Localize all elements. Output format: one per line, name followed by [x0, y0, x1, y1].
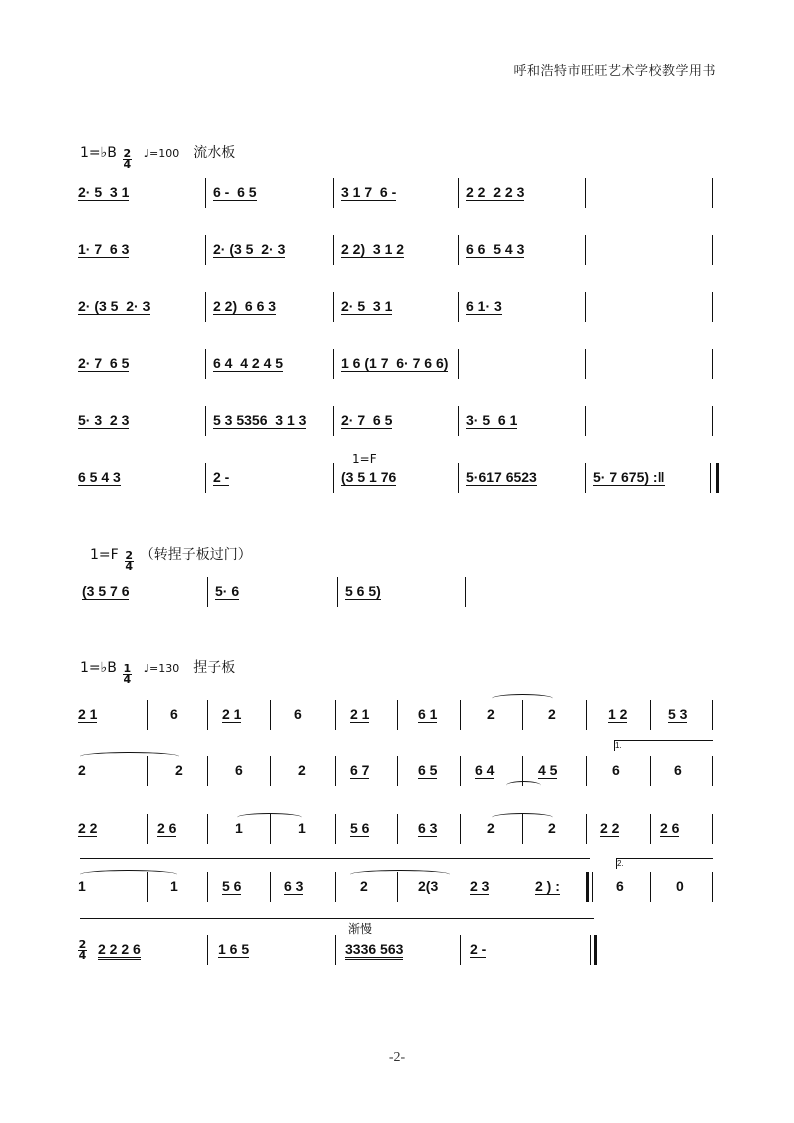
note-group: 1 [235, 820, 243, 836]
barline [205, 235, 206, 265]
section3-key-signature [80, 657, 235, 685]
barline [333, 178, 334, 208]
barline [712, 406, 713, 436]
note-group: 3336 563 [345, 941, 403, 960]
time-numerator: 2 [123, 147, 132, 160]
measure-notes: 5· 7 675) :‖ [593, 469, 665, 485]
barline [205, 463, 206, 493]
measure-notes: (3 5 7 6 [82, 583, 130, 599]
barline [205, 178, 206, 208]
measure-notes: 6 4 4 2 4 5 [213, 355, 284, 371]
barline [337, 577, 338, 607]
barline [712, 349, 713, 379]
note-group: 5 6 [350, 820, 370, 836]
barline [147, 814, 148, 844]
barline [397, 756, 398, 786]
note-group: 2 [360, 878, 368, 894]
note-group: 2 3 [470, 878, 490, 894]
measure-notes: 5· 3 2 3 [78, 412, 130, 428]
section3-name: 捏子板 [193, 660, 236, 676]
barline [460, 756, 461, 786]
note-group: 6 7 [350, 762, 370, 778]
barline [207, 872, 208, 902]
notation-row [0, 406, 794, 436]
note-group: 6 3 [418, 820, 438, 836]
note-group: 6 5 [418, 762, 438, 778]
modulation-label: 1=F [352, 452, 377, 466]
barline [458, 349, 459, 379]
tie-slur [237, 813, 302, 822]
barline [712, 814, 713, 844]
barline [270, 872, 271, 902]
note-group: 2 - [470, 941, 487, 957]
barline [586, 700, 587, 730]
note-group: 2 1 [78, 706, 98, 722]
note-group: 2 [487, 706, 495, 722]
note-group: 6 [616, 878, 624, 894]
barline [397, 700, 398, 730]
time-numerator: 1 [123, 662, 132, 675]
time-numerator: 2 [125, 549, 134, 562]
note-group: 6 [612, 762, 620, 778]
barline [586, 756, 587, 786]
barline [458, 406, 459, 436]
tie-slur [80, 870, 177, 879]
note-group: 6 4 [475, 762, 495, 778]
barline [458, 292, 459, 322]
page-header: 呼和浩特市旺旺艺术学校教学用书 [513, 64, 716, 79]
note-group: 2 [548, 706, 556, 722]
barline [460, 935, 461, 965]
note-group: 0 [676, 878, 684, 894]
notation-row [0, 178, 794, 208]
section3-time-signature [123, 664, 132, 685]
barline [205, 406, 206, 436]
barline [712, 756, 713, 786]
measure-notes: 2 2 2 2 3 [466, 184, 525, 200]
barline [712, 700, 713, 730]
notation-row [0, 814, 794, 844]
time-numerator: 2 [78, 938, 87, 951]
barline [333, 235, 334, 265]
measure-notes: 2· 5 3 1 [78, 184, 130, 200]
barline [465, 577, 466, 607]
barline [585, 292, 586, 322]
section1-key-signature [80, 142, 235, 170]
note-group: 2 6 [660, 820, 680, 836]
volta-first-ending: 1. [614, 740, 713, 751]
barline [333, 292, 334, 322]
note-group: 2 6 [157, 820, 177, 836]
note-group: 1 6 5 [218, 941, 250, 957]
measure-notes: (3 5 1 76 [341, 469, 397, 485]
note-group: 2 [548, 820, 556, 836]
section2-name: （转捏子板过门） [139, 547, 252, 563]
barline [207, 814, 208, 844]
barline [585, 178, 586, 208]
barline [650, 814, 651, 844]
notation-row [0, 349, 794, 379]
section3-key: 1=♭B [80, 660, 117, 676]
note-group: 1 2 [608, 706, 628, 722]
notation-row [0, 463, 794, 493]
barline [270, 700, 271, 730]
barline [207, 577, 208, 607]
section1-tempo: ♩=100 [143, 147, 180, 160]
barline [650, 700, 651, 730]
barline [333, 406, 334, 436]
barline [207, 700, 208, 730]
time-change [72, 940, 93, 961]
time-denominator: 4 [125, 560, 134, 573]
barline [586, 872, 587, 902]
barline [522, 700, 523, 730]
notation-row [0, 235, 794, 265]
barline [147, 700, 148, 730]
barline [716, 463, 719, 493]
note-group: 4 5 [538, 762, 558, 778]
barline [650, 872, 651, 902]
volta-second-ending: 2. [616, 858, 713, 869]
note-group: 1 [78, 878, 86, 894]
time-denominator: 4 [123, 158, 132, 171]
barline [712, 872, 713, 902]
barline [458, 178, 459, 208]
section2-time-signature [125, 551, 134, 572]
barline [335, 814, 336, 844]
barline [586, 814, 587, 844]
tie-slur [492, 694, 553, 703]
barline [458, 235, 459, 265]
note-group: 6 [674, 762, 682, 778]
section1-name: 流水板 [193, 145, 236, 161]
section3-tempo: ♩=130 [143, 662, 180, 675]
barline [585, 235, 586, 265]
measure-notes: 2 - [213, 469, 230, 485]
barline [335, 756, 336, 786]
notation-row [0, 935, 794, 965]
barline [594, 935, 597, 965]
barline [592, 872, 593, 902]
section2-key-signature [90, 544, 252, 572]
barline [650, 756, 651, 786]
note-group: 2 [487, 820, 495, 836]
barline [205, 349, 206, 379]
note-group: 2 2 [78, 820, 98, 836]
note-group: 2 2 2 6 [98, 941, 141, 960]
barline [590, 935, 591, 965]
barline [585, 463, 586, 493]
barline [712, 292, 713, 322]
measure-notes: 2 2) 6 6 3 [213, 298, 277, 314]
note-group: 2 [298, 762, 306, 778]
barline [712, 178, 713, 208]
note-group: 2 [175, 762, 183, 778]
note-group: 1 [170, 878, 178, 894]
barline [333, 349, 334, 379]
notation-row [0, 577, 794, 607]
note-group: 5 3 [668, 706, 688, 722]
barline [270, 756, 271, 786]
notation-row [0, 292, 794, 322]
barline [710, 463, 711, 493]
barline [335, 872, 336, 902]
measure-notes: 5· 6 [215, 583, 240, 599]
notation-row [0, 700, 794, 730]
measure-notes: 2 2) 3 1 2 [341, 241, 405, 257]
measure-notes: 1 6 (1 7 6· 7 6 6) [341, 355, 449, 371]
phrase-line [80, 858, 590, 859]
note-group: 2 2 [600, 820, 620, 836]
note-group: 1 [298, 820, 306, 836]
measure-notes: 2· 7 6 5 [78, 355, 130, 371]
measure-notes: 3· 5 6 1 [466, 412, 518, 428]
barline [397, 814, 398, 844]
note-group: 2 1 [350, 706, 370, 722]
barline [207, 756, 208, 786]
measure-notes: 5 3 5356 3 1 3 [213, 412, 307, 428]
measure-notes: 2· 5 3 1 [341, 298, 393, 314]
note-group: 6 3 [284, 878, 304, 894]
barline [460, 700, 461, 730]
note-group: 6 1 [418, 706, 438, 722]
note-group: 6 [294, 706, 302, 722]
measure-notes: 5 6 5) [345, 583, 381, 599]
barline [335, 700, 336, 730]
note-group: 6 [170, 706, 178, 722]
section2-key: 1=F [90, 547, 119, 563]
measure-notes: 6 5 4 3 [78, 469, 121, 485]
barline [335, 935, 336, 965]
note-group: 2 [78, 762, 86, 778]
note-group: 2(3 [418, 878, 439, 894]
barline [585, 349, 586, 379]
time-change-fraction [78, 940, 87, 961]
measure-notes: 6 1· 3 [466, 298, 502, 314]
measure-notes: 6 6 5 4 3 [466, 241, 525, 257]
measure-notes: 2· 7 6 5 [341, 412, 393, 428]
time-denominator: 4 [78, 949, 87, 962]
barline [458, 463, 459, 493]
barline [205, 292, 206, 322]
measure-notes: 2· (3 5 2· 3 [78, 298, 151, 314]
tie-slur [80, 752, 179, 761]
barline [207, 935, 208, 965]
measure-notes: 5·617 6523 [466, 469, 537, 485]
ritardando-mark: 渐慢 [348, 922, 373, 936]
time-denominator: 4 [123, 673, 132, 686]
measure-notes: 6 - 6 5 [213, 184, 257, 200]
note-group: 6 [235, 762, 243, 778]
note-group: 5 6 [222, 878, 242, 894]
barline [460, 814, 461, 844]
measure-notes: 2· (3 5 2· 3 [213, 241, 286, 257]
section1-key: 1=♭B [80, 145, 117, 161]
note-group: 2 ) : [535, 878, 560, 894]
tie-slur [492, 813, 553, 822]
measure-notes: 3 1 7 6 - [341, 184, 397, 200]
measure-notes: 1· 7 6 3 [78, 241, 130, 257]
barline [585, 406, 586, 436]
phrase-line [80, 918, 594, 919]
tie-slur [350, 870, 450, 879]
barline [712, 235, 713, 265]
tie-slur [506, 781, 541, 790]
note-group: 2 1 [222, 706, 242, 722]
section1-time-signature [123, 149, 132, 170]
barline [333, 463, 334, 493]
page-number: -2- [388, 1050, 406, 1065]
